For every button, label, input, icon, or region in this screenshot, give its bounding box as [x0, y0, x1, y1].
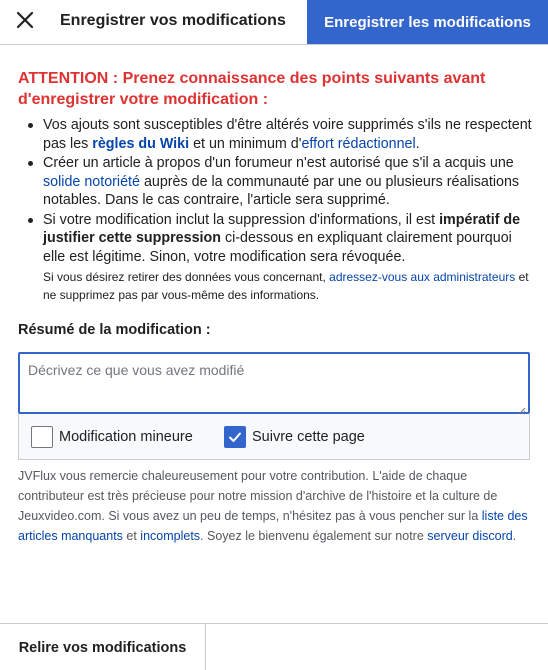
- missing-articles-link[interactable]: liste des articles manquants: [18, 509, 528, 543]
- minor-edit-checkbox[interactable]: [31, 426, 53, 448]
- thanks-message: [18, 466, 532, 546]
- warning-section: [18, 68, 532, 304]
- bullet-text: ci-dessous en expliquant clairement pourquoi elle est légitime. Sinon, votre modification sera révoquée.: [43, 230, 512, 265]
- bullet-text: Si votre modification inclut la suppression d'informations, il est: [43, 211, 440, 228]
- edit-options: [18, 414, 530, 460]
- bullet-text: Vos ajouts sont susceptibles d'être altérés voire supprimés s'ils ne respectent pas les: [43, 117, 532, 152]
- warning-heading: ATTENTION : Prenez connaissance des points suivants avant d'enregistrer votre modification :: [18, 70, 486, 108]
- bullet-text: .: [415, 135, 420, 152]
- list-item: [18, 116, 532, 153]
- minor-edit-option[interactable]: [31, 426, 193, 448]
- editorial-effort-link[interactable]: effort rédactionnel: [301, 135, 416, 152]
- warning-list: [18, 116, 532, 266]
- bullet-bold-text: impératif de justifier cette suppression: [43, 211, 521, 246]
- summary-input[interactable]: [20, 354, 528, 412]
- thanks-text: . Soyez le bienvenu également sur notre: [200, 529, 428, 543]
- bullet-text: Créer un article à propos d'un forumeur n'est autorisé que s'il a acquis une: [43, 155, 514, 171]
- watch-page-label: Suivre cette page: [252, 429, 365, 445]
- minor-edit-label: Modification mineure: [59, 429, 193, 445]
- summary-field-wrapper: [18, 352, 530, 414]
- wiki-rules-link[interactable]: règles du Wiki: [92, 135, 190, 152]
- save-changes-button[interactable]: Enregistrer les modifications: [307, 0, 548, 44]
- note-text: Si vous désirez retirer des données vous concernant,: [43, 270, 330, 284]
- note-text: et ne supprimez pas par vous-même des informations.: [43, 270, 529, 302]
- checkmark-icon: [228, 430, 242, 444]
- notoriety-link[interactable]: solide notoriété: [43, 173, 140, 190]
- discord-server-link[interactable]: serveur discord: [427, 529, 513, 543]
- dialog-header: [0, 0, 548, 45]
- bullet-text: et un minimum d': [189, 135, 302, 152]
- review-changes-button[interactable]: Relire vos modifications: [0, 624, 206, 670]
- close-button[interactable]: [0, 0, 50, 44]
- bullet-text: auprès de la communauté par une ou plusieurs réalisations notables. Dans le cas contraire, l'article sera supprimé.: [43, 173, 520, 208]
- close-icon: [16, 11, 34, 34]
- incomplete-articles-link[interactable]: incomplets: [140, 529, 201, 543]
- thanks-text: et: [122, 529, 141, 543]
- dialog-title: Enregistrer vos modifications: [60, 12, 286, 29]
- contact-admins-link[interactable]: adressez-vous aux administrateurs: [329, 270, 516, 284]
- watch-page-option[interactable]: [224, 426, 365, 448]
- thanks-text: JVFlux vous remercie chaleureusement pour votre contribution. L'aide de chaque contributeur est très précieuse pour notre mission d'archive de l'histoire et la culture de Jeuxvideo.com. Si vous avez un peu de temps, n'hésitez pas à vous pencher sur la: [18, 469, 498, 523]
- list-item: [18, 211, 532, 267]
- data-removal-note: [18, 268, 532, 304]
- thanks-text: .: [512, 529, 517, 543]
- list-item: [18, 154, 532, 210]
- resize-grip-icon[interactable]: [518, 402, 526, 410]
- summary-label: Résumé de la modification :: [18, 322, 211, 338]
- watch-page-checkbox[interactable]: [224, 426, 246, 448]
- dialog-footer: [0, 623, 548, 670]
